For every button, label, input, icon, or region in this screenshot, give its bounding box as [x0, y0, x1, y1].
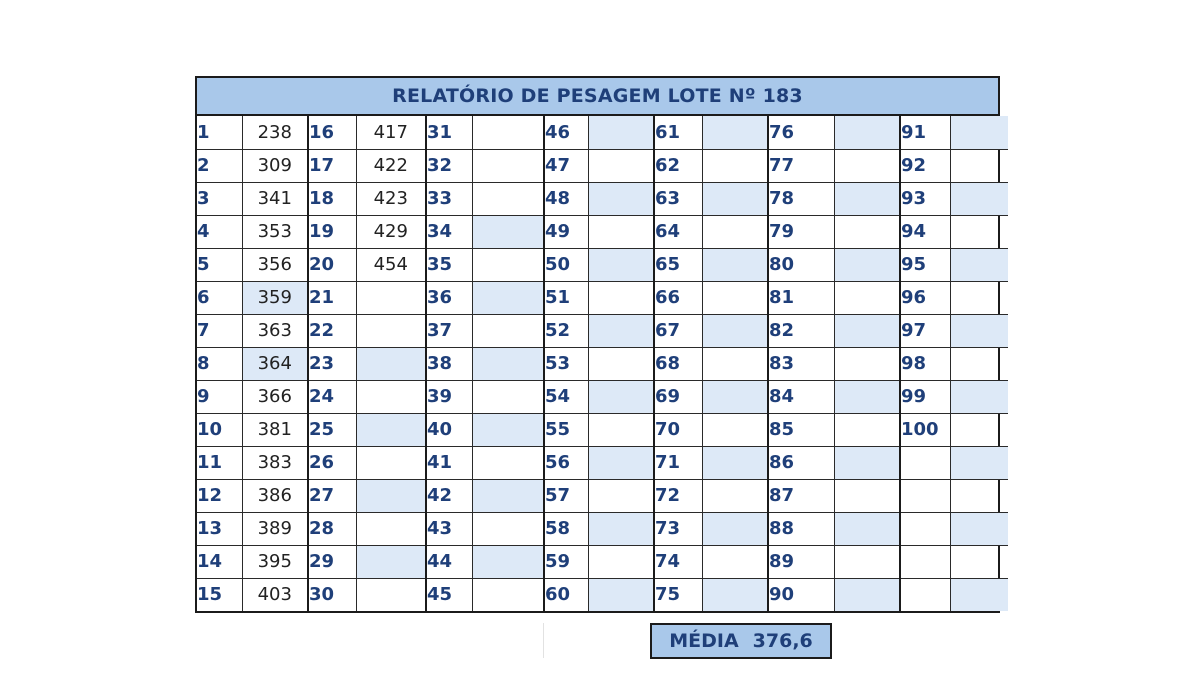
weight-value-cell — [588, 281, 654, 314]
weight-value-cell — [702, 281, 768, 314]
item-number-cell: 42 — [426, 479, 472, 512]
weight-value-cell — [588, 149, 654, 182]
item-number-cell: 26 — [308, 446, 356, 479]
item-number-cell: 13 — [197, 512, 242, 545]
item-number-cell: 91 — [900, 116, 950, 149]
table-row — [197, 578, 1008, 611]
item-number-cell: 44 — [426, 545, 472, 578]
weight-value-cell: 381 — [242, 413, 308, 446]
weight-value-cell: 364 — [242, 347, 308, 380]
weight-value-cell — [834, 578, 900, 611]
item-number-cell: 22 — [308, 314, 356, 347]
weight-value-cell: 341 — [242, 182, 308, 215]
item-number-cell: 45 — [426, 578, 472, 611]
weights-grid — [197, 116, 1008, 611]
weight-value-cell — [702, 116, 768, 149]
item-number-cell: 29 — [308, 545, 356, 578]
table-row — [197, 413, 1008, 446]
weight-value-cell — [356, 314, 426, 347]
weight-value-cell — [588, 578, 654, 611]
weight-value-cell: 353 — [242, 215, 308, 248]
item-number-cell: 51 — [544, 281, 588, 314]
weight-value-cell — [702, 347, 768, 380]
weight-value-cell — [356, 512, 426, 545]
item-number-cell: 60 — [544, 578, 588, 611]
weight-value-cell — [950, 347, 1008, 380]
item-number-cell: 68 — [654, 347, 702, 380]
table-row — [197, 380, 1008, 413]
item-number-cell: 8 — [197, 347, 242, 380]
weight-value-cell — [472, 347, 544, 380]
weight-value-cell — [834, 182, 900, 215]
weight-value-cell — [472, 215, 544, 248]
table-row — [197, 149, 1008, 182]
weight-value-cell — [472, 578, 544, 611]
item-number-cell: 97 — [900, 314, 950, 347]
weight-value-cell — [356, 347, 426, 380]
weight-value-cell — [950, 380, 1008, 413]
item-number-cell: 63 — [654, 182, 702, 215]
item-number-cell: 98 — [900, 347, 950, 380]
item-number-cell: 69 — [654, 380, 702, 413]
item-number-cell: 83 — [768, 347, 834, 380]
item-number-cell: 40 — [426, 413, 472, 446]
weight-value-cell — [472, 545, 544, 578]
item-number-cell: 58 — [544, 512, 588, 545]
weight-value-cell — [950, 314, 1008, 347]
item-number-cell: 9 — [197, 380, 242, 413]
weight-value-cell — [702, 248, 768, 281]
item-number-cell: 95 — [900, 248, 950, 281]
weight-value-cell — [950, 578, 1008, 611]
item-number-cell: 25 — [308, 413, 356, 446]
weight-value-cell — [588, 215, 654, 248]
weight-value-cell — [472, 248, 544, 281]
weight-value-cell — [702, 380, 768, 413]
item-number-cell: 33 — [426, 182, 472, 215]
item-number-cell: 12 — [197, 479, 242, 512]
report-title: RELATÓRIO DE PESAGEM LOTE Nº 183 — [197, 78, 998, 116]
table-row — [197, 479, 1008, 512]
weight-value-cell — [834, 347, 900, 380]
average-label: MÉDIA — [669, 630, 739, 652]
item-number-cell: 90 — [768, 578, 834, 611]
item-number-cell: 16 — [308, 116, 356, 149]
item-number-cell: 4 — [197, 215, 242, 248]
gridline-fragment — [543, 623, 544, 658]
item-number-cell — [900, 479, 950, 512]
weight-value-cell — [472, 446, 544, 479]
item-number-cell: 10 — [197, 413, 242, 446]
weight-value-cell — [702, 182, 768, 215]
weight-value-cell — [702, 215, 768, 248]
weight-value-cell — [950, 479, 1008, 512]
item-number-cell: 80 — [768, 248, 834, 281]
item-number-cell: 53 — [544, 347, 588, 380]
item-number-cell: 24 — [308, 380, 356, 413]
item-number-cell: 38 — [426, 347, 472, 380]
weight-value-cell: 238 — [242, 116, 308, 149]
table-row — [197, 116, 1008, 149]
item-number-cell: 27 — [308, 479, 356, 512]
item-number-cell: 74 — [654, 545, 702, 578]
item-number-cell: 3 — [197, 182, 242, 215]
item-number-cell: 93 — [900, 182, 950, 215]
weight-value-cell — [472, 380, 544, 413]
item-number-cell: 57 — [544, 479, 588, 512]
item-number-cell: 89 — [768, 545, 834, 578]
item-number-cell: 76 — [768, 116, 834, 149]
item-number-cell: 79 — [768, 215, 834, 248]
weight-value-cell — [950, 116, 1008, 149]
weight-value-cell — [834, 446, 900, 479]
item-number-cell: 96 — [900, 281, 950, 314]
item-number-cell: 41 — [426, 446, 472, 479]
weight-value-cell — [702, 479, 768, 512]
weight-value-cell — [702, 578, 768, 611]
table-row — [197, 182, 1008, 215]
item-number-cell: 17 — [308, 149, 356, 182]
weight-value-cell: 454 — [356, 248, 426, 281]
item-number-cell: 1 — [197, 116, 242, 149]
table-row — [197, 281, 1008, 314]
average-box — [650, 623, 832, 659]
weight-value-cell: 395 — [242, 545, 308, 578]
item-number-cell: 15 — [197, 578, 242, 611]
weight-value-cell: 363 — [242, 314, 308, 347]
item-number-cell: 77 — [768, 149, 834, 182]
item-number-cell: 32 — [426, 149, 472, 182]
table-row — [197, 314, 1008, 347]
weight-value-cell — [950, 215, 1008, 248]
weight-value-cell — [472, 182, 544, 215]
item-number-cell: 36 — [426, 281, 472, 314]
weight-value-cell — [588, 347, 654, 380]
weight-value-cell — [834, 215, 900, 248]
item-number-cell: 5 — [197, 248, 242, 281]
weight-value-cell: 429 — [356, 215, 426, 248]
weight-value-cell — [702, 413, 768, 446]
weight-value-cell — [834, 479, 900, 512]
item-number-cell: 52 — [544, 314, 588, 347]
weight-value-cell — [472, 149, 544, 182]
item-number-cell: 23 — [308, 347, 356, 380]
weight-value-cell — [834, 149, 900, 182]
weight-value-cell — [356, 545, 426, 578]
weight-value-cell: 423 — [356, 182, 426, 215]
item-number-cell: 11 — [197, 446, 242, 479]
weight-value-cell — [472, 512, 544, 545]
weight-value-cell — [588, 248, 654, 281]
weight-value-cell: 366 — [242, 380, 308, 413]
item-number-cell: 18 — [308, 182, 356, 215]
item-number-cell: 66 — [654, 281, 702, 314]
item-number-cell: 92 — [900, 149, 950, 182]
item-number-cell: 49 — [544, 215, 588, 248]
item-number-cell: 70 — [654, 413, 702, 446]
table-row — [197, 215, 1008, 248]
weight-value-cell — [356, 479, 426, 512]
item-number-cell: 20 — [308, 248, 356, 281]
item-number-cell: 21 — [308, 281, 356, 314]
weight-value-cell — [834, 413, 900, 446]
weight-value-cell — [834, 545, 900, 578]
item-number-cell: 35 — [426, 248, 472, 281]
weight-value-cell — [356, 578, 426, 611]
weight-value-cell — [356, 380, 426, 413]
weight-value-cell — [834, 248, 900, 281]
item-number-cell: 67 — [654, 314, 702, 347]
item-number-cell: 61 — [654, 116, 702, 149]
table-row — [197, 446, 1008, 479]
weight-value-cell — [950, 149, 1008, 182]
item-number-cell: 62 — [654, 149, 702, 182]
weight-value-cell — [588, 380, 654, 413]
weight-value-cell — [588, 314, 654, 347]
item-number-cell: 81 — [768, 281, 834, 314]
average-value: 376,6 — [752, 630, 813, 652]
item-number-cell: 55 — [544, 413, 588, 446]
weight-value-cell: 403 — [242, 578, 308, 611]
item-number-cell: 78 — [768, 182, 834, 215]
weight-value-cell — [588, 182, 654, 215]
item-number-cell — [900, 578, 950, 611]
item-number-cell: 99 — [900, 380, 950, 413]
item-number-cell: 48 — [544, 182, 588, 215]
item-number-cell: 59 — [544, 545, 588, 578]
weighing-report-table — [195, 76, 1000, 613]
item-number-cell: 39 — [426, 380, 472, 413]
table-row — [197, 545, 1008, 578]
item-number-cell: 84 — [768, 380, 834, 413]
item-number-cell: 2 — [197, 149, 242, 182]
item-number-cell: 65 — [654, 248, 702, 281]
weight-value-cell — [834, 380, 900, 413]
weight-value-cell — [950, 248, 1008, 281]
item-number-cell: 14 — [197, 545, 242, 578]
weight-value-cell — [472, 413, 544, 446]
weight-value-cell — [834, 512, 900, 545]
item-number-cell: 56 — [544, 446, 588, 479]
weight-value-cell — [472, 281, 544, 314]
item-number-cell: 88 — [768, 512, 834, 545]
weight-value-cell — [472, 314, 544, 347]
item-number-cell — [900, 512, 950, 545]
weight-value-cell — [356, 413, 426, 446]
weight-value-cell — [588, 545, 654, 578]
table-row — [197, 512, 1008, 545]
weight-value-cell — [702, 446, 768, 479]
weight-value-cell — [472, 116, 544, 149]
item-number-cell: 73 — [654, 512, 702, 545]
weight-value-cell — [356, 281, 426, 314]
item-number-cell: 86 — [768, 446, 834, 479]
item-number-cell: 47 — [544, 149, 588, 182]
weight-value-cell — [356, 446, 426, 479]
item-number-cell: 46 — [544, 116, 588, 149]
item-number-cell: 50 — [544, 248, 588, 281]
item-number-cell: 85 — [768, 413, 834, 446]
weight-value-cell — [702, 512, 768, 545]
item-number-cell: 100 — [900, 413, 950, 446]
item-number-cell: 72 — [654, 479, 702, 512]
item-number-cell: 87 — [768, 479, 834, 512]
weight-value-cell — [588, 512, 654, 545]
weight-value-cell — [950, 446, 1008, 479]
item-number-cell: 7 — [197, 314, 242, 347]
weight-value-cell — [588, 116, 654, 149]
weight-value-cell — [702, 314, 768, 347]
item-number-cell: 19 — [308, 215, 356, 248]
item-number-cell: 37 — [426, 314, 472, 347]
weight-value-cell — [834, 314, 900, 347]
weight-value-cell — [588, 479, 654, 512]
weight-value-cell: 383 — [242, 446, 308, 479]
weight-value-cell: 359 — [242, 281, 308, 314]
item-number-cell: 94 — [900, 215, 950, 248]
weight-value-cell: 422 — [356, 149, 426, 182]
table-row — [197, 248, 1008, 281]
weight-value-cell: 389 — [242, 512, 308, 545]
weight-value-cell: 309 — [242, 149, 308, 182]
weight-value-cell — [950, 512, 1008, 545]
weight-value-cell: 356 — [242, 248, 308, 281]
item-number-cell: 30 — [308, 578, 356, 611]
item-number-cell: 43 — [426, 512, 472, 545]
weight-value-cell: 417 — [356, 116, 426, 149]
item-number-cell: 75 — [654, 578, 702, 611]
weight-value-cell — [950, 545, 1008, 578]
weight-value-cell — [950, 413, 1008, 446]
item-number-cell: 34 — [426, 215, 472, 248]
weight-value-cell — [702, 545, 768, 578]
item-number-cell: 54 — [544, 380, 588, 413]
item-number-cell — [900, 545, 950, 578]
table-row — [197, 347, 1008, 380]
weight-value-cell — [950, 281, 1008, 314]
weight-value-cell — [702, 149, 768, 182]
item-number-cell: 82 — [768, 314, 834, 347]
item-number-cell: 28 — [308, 512, 356, 545]
weight-value-cell — [834, 116, 900, 149]
weight-value-cell — [834, 281, 900, 314]
item-number-cell: 64 — [654, 215, 702, 248]
item-number-cell — [900, 446, 950, 479]
item-number-cell: 71 — [654, 446, 702, 479]
weight-value-cell — [588, 413, 654, 446]
item-number-cell: 31 — [426, 116, 472, 149]
weight-value-cell: 386 — [242, 479, 308, 512]
weight-value-cell — [950, 182, 1008, 215]
item-number-cell: 6 — [197, 281, 242, 314]
weight-value-cell — [588, 446, 654, 479]
weight-value-cell — [472, 479, 544, 512]
